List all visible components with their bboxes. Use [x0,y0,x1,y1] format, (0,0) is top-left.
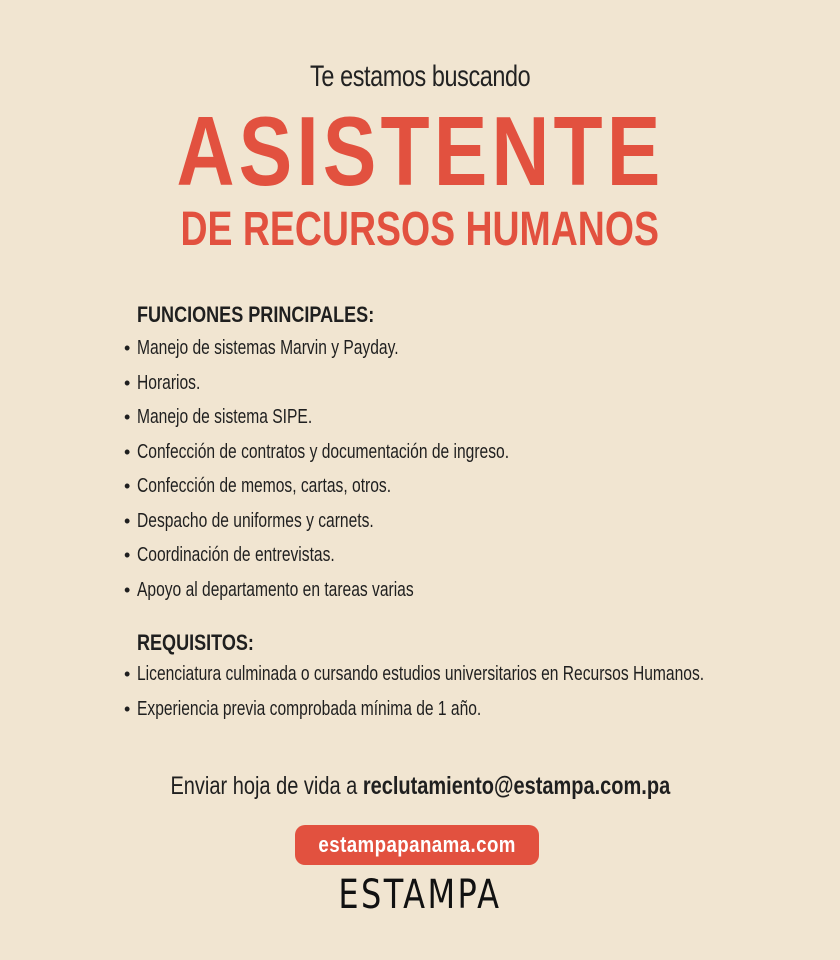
brand-logo-text: ESTAMPA [338,872,502,918]
website-button[interactable] [295,825,539,865]
job-title [0,96,840,206]
website-label: estampapanama.com [318,832,516,857]
bullet-icon: • [124,545,131,565]
list-item: • Confección de memos, cartas, otros. [124,469,426,504]
job-subtitle [0,203,840,256]
contact-prefix: Enviar hoja de vida a [170,772,363,800]
kicker-text: Te estamos buscando [309,60,531,93]
list-item: • Apoyo al departamento en tareas varias [124,573,426,608]
bullet-icon: • [124,372,131,393]
job-subtitle-text: DE RECURSOS HUMANOS [180,203,660,256]
bullet-icon: • [124,664,131,684]
job-title-text: ASISTENTE [176,96,664,206]
bullet-icon: • [124,407,131,427]
bullet-icon: • [124,510,131,531]
list-item: • Manejo de sistemas Marvin y Payday. [124,331,426,366]
list-item: • Experiencia previa comprobada mínima de 1 año. [124,692,280,727]
bullet-icon: • [124,579,131,600]
list-item: • Confección de contratos y documentación de ingreso. [124,435,426,470]
bullet-icon: • [124,338,131,358]
funciones-list [124,331,510,607]
requisitos-title: REQUISITOS: [137,630,254,655]
list-item: • Coordinación de entrevistas. [124,538,426,573]
bullet-icon: • [124,698,131,719]
list-item: • Horarios. [124,366,426,401]
brand-logo [0,872,840,918]
list-item: • Despacho de uniformes y carnets. [124,504,426,539]
bullet-icon: • [124,441,131,462]
header [0,60,840,94]
funciones-section [124,302,510,607]
requisitos-list [124,657,705,726]
bullet-icon: • [124,476,131,496]
contact-email-link[interactable]: reclutamiento@estampa.com.pa [362,772,670,800]
list-item: • Licenciatura culminada o cursando estudios universitarios en Recursos Humanos. [124,657,280,692]
funciones-title: FUNCIONES PRINCIPALES: [137,302,375,327]
requisitos-section [124,630,705,726]
list-item: • Manejo de sistema SIPE. [124,400,426,435]
contact-line [0,772,840,801]
